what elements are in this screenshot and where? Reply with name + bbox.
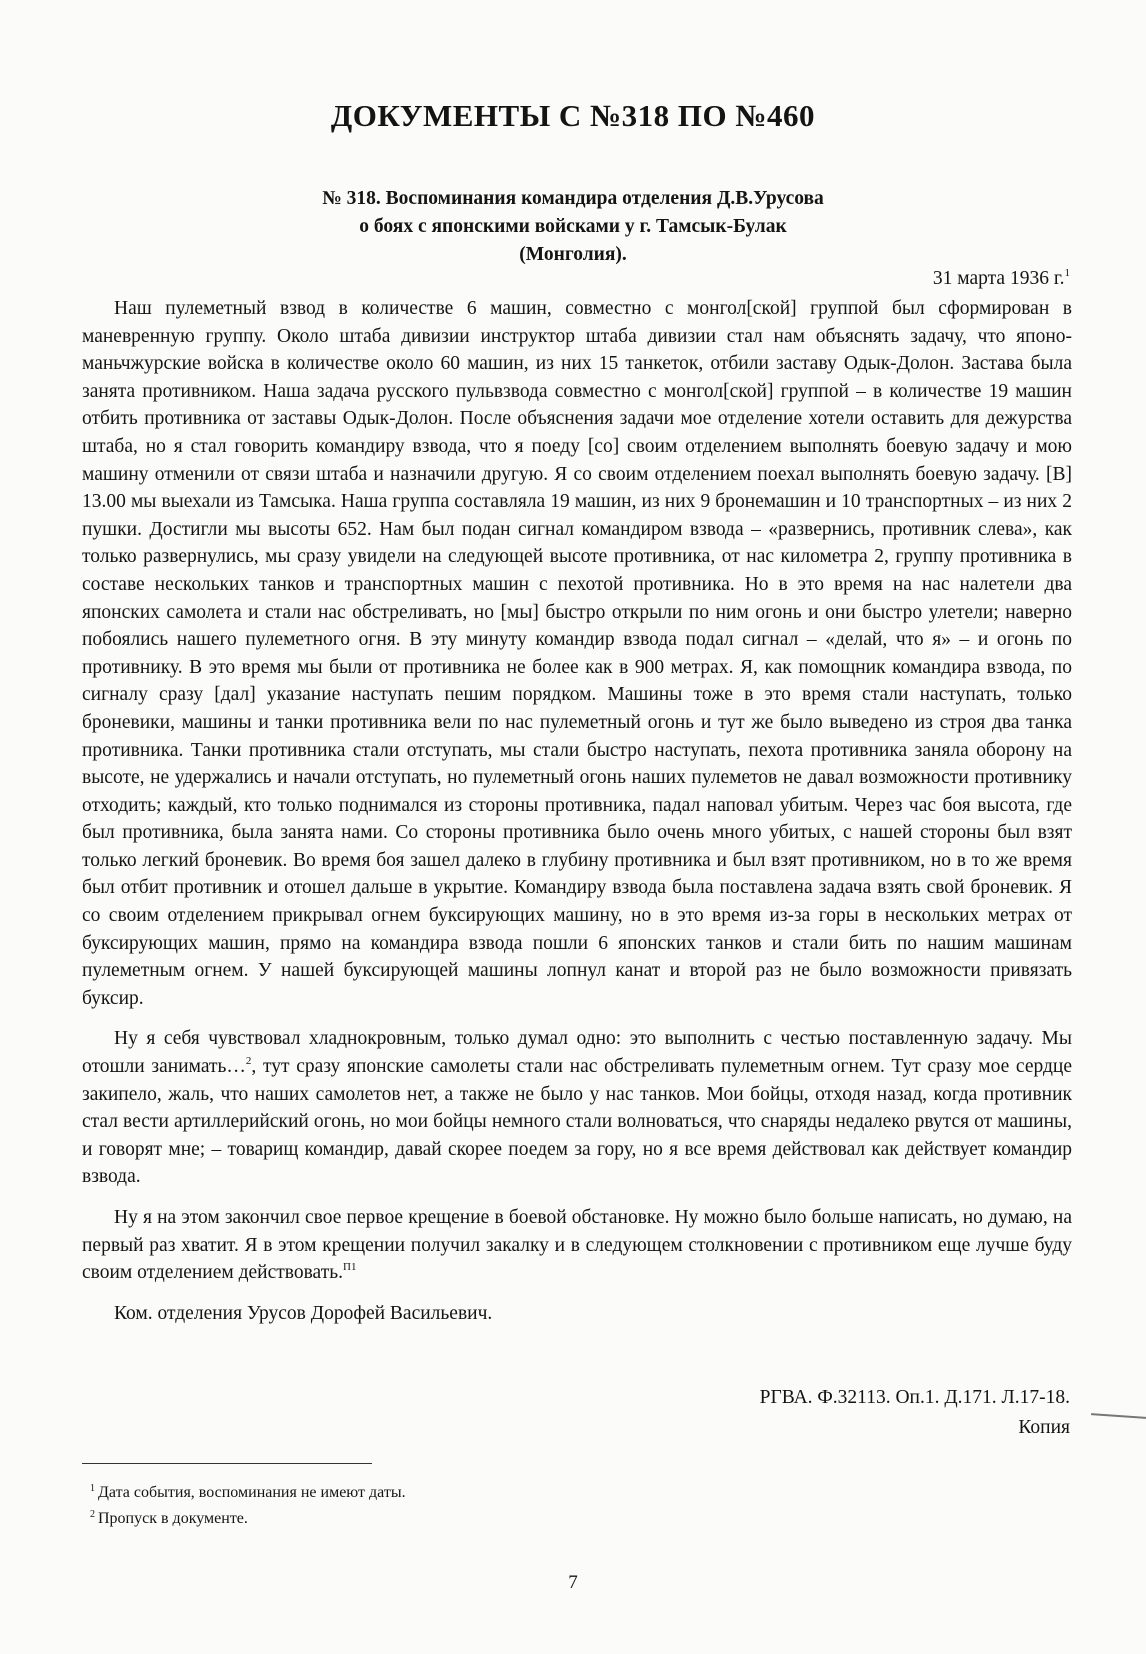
footnote-ref[interactable]: 1 — [1064, 267, 1070, 279]
scan-margin-mark — [1091, 1413, 1146, 1419]
footnote-text: Дата события, воспоминания не имеют даты. — [98, 1484, 406, 1501]
document-heading — [0, 185, 1146, 269]
footnote-mark: 1 — [90, 1483, 95, 1494]
document-date — [933, 268, 1070, 290]
document-body — [82, 295, 1072, 1340]
footnote-item — [90, 1480, 406, 1506]
footnote-text: Пропуск в документе. — [98, 1510, 248, 1527]
paragraph-text: Ну я себя чувствовал хладнокровным, только думал одно: это выполнить с честью поставленную задачу. Мы отошли занимать… — [82, 1028, 1072, 1078]
signature: Ком. отделения Урусов Дорофей Васильевич. — [114, 1302, 493, 1324]
heading-line: о боях с японскими войсками у г. Тамсык-Булак — [359, 216, 787, 237]
date-text: 31 марта 1936 г. — [932, 268, 1065, 289]
body-paragraph — [82, 1025, 1072, 1191]
body-paragraph: Наш пулеметный взвод в количестве 6 машин, совместно с монгол[ской] группой был сформирован в маневренную группу. Около штаба дивизии инструктор штаба дивизии стал нам объяснять задачу, что японо-маньчжурские войска в количестве около 60 машин, из них 15 танкеток, отбили заставу Одык-Долон. Застава была занята противником. Наша задача русского пульвзвода совместно с монгол[ской] группой – в количестве 19 машин отбить противника от заставы Одык-Долон. После объяснения задачи мое отделение хотели оставить для дежурства штаба, но я стал говорить командиру взвода, что я поеду [со] своим отделением выполнять боевую задачу и мою машину отменили от связи штаба и назначили другую. Я со своим отделением поехал выполнять боевую задачу. [В] 13.00 мы выехали из Тамсыка. Наша группа составляла 19 машин, из них 9 бронемашин и 10 транспортных – из них 2 пушки. Достигли мы высоты 652. Нам был подан сигнал командиром взвода – «развернись, противник слева», как только развернулись, мы сразу увидели на следующей высоте противника, от нас километра 2, группу противника в составе нескольких танков и транспортных машин с пехотой противника. Но в это время на нас налетели два японских самолета и стали нас обстреливать, но [мы] быстро открыли по ним огонь и они быстро улетели; наверно побоялись нашего пулеметного огня. В эту минуту командир взвода подал сигнал – «делай, что я» – и огонь по противнику. В это время мы были от противника не более как в 900 метрах. Я, как помощник командира взвода, по сигналу сразу [дал] указание наступать пешим порядком. Машины тоже в это время стали наступать, только броневики, машины и танки противника вели по нас пулеметный огонь и тут же было выведено из строя два танка противника. Танки противника стали отступать, мы стали быстро наступать, пехота противника заняла оборону на высоте, не удержались и начали отступать, но пулеметный огонь наших пулеметов не давал возможности противнику отходить; каждый, кто только поднимался из стороны противника, падал наповал убитым. Через час боя высота, где был противника, была занята нами. Со стороны противника было очень много убитых, с нашей стороны был взят только легкий броневик. Во время боя зашел далеко в глубину противника и был взят противником, но в то же время был отбит противник и отошел дальше в укрытие. Командиру взвода была поставлена задача взять свой броневик. Я со своим отделением прикрывал огнем буксирующих машину, но в это время из-за горы в нескольких метрах от буксирующих машин, прямо на командира взвода пошли 6 японских танков и стали бить по нашим машинам пулеметным огнем. У нашей буксирующей машины лопнул канат и второй раз не было возможности привязать буксир. — [82, 298, 1072, 1009]
footnotes — [90, 1480, 406, 1532]
copy-note: Копия — [1018, 1417, 1070, 1438]
archive-reference: РГВА. Ф.32113. Оп.1. Д.171. Л.17-18. — [759, 1387, 1070, 1408]
heading-line: (Монголия). — [519, 244, 627, 265]
body-paragraph — [82, 1204, 1072, 1287]
footnote-item — [90, 1506, 406, 1532]
page-title: ДОКУМЕНТЫ С №318 ПО №460 — [330, 98, 816, 133]
footnote-mark: 2 — [90, 1509, 95, 1520]
heading-line: № 318. Воспоминания командира отделения Д.В.Урусова — [322, 188, 824, 209]
paragraph-text: Ну я на этом закончил свое первое крещение в боевой обстановке. Ну можно было больше написать, но думаю, на первый раз хватит. Я в этом крещении получил закалку и в следующем столкновении с противником еще лучше буду своим отделением действовать. — [82, 1207, 1072, 1284]
page-number: 7 — [568, 1572, 578, 1593]
endnote-ref[interactable]: П1 — [343, 1261, 357, 1274]
archive-reference-block — [760, 1383, 1070, 1443]
footnote-ref[interactable]: 2 — [245, 1055, 252, 1068]
footnote-divider — [82, 1463, 372, 1464]
paragraph-text: , тут сразу японские самолеты стали нас обстреливать пулеметным огнем. Тут сразу мое сердце закипело, жаль, что наших самолетов нет, а также не было у нас танков. Мои бойцы, отходя назад, когда противник стал вести артиллерийский огонь, но мои бойцы немного стали волноваться, что снаряды недалеко рвутся от машины, и говорят мне; – товарищ командир, давай скорее поедем за гору, но я все время действовал как действует командир взвода. — [82, 1056, 1072, 1188]
